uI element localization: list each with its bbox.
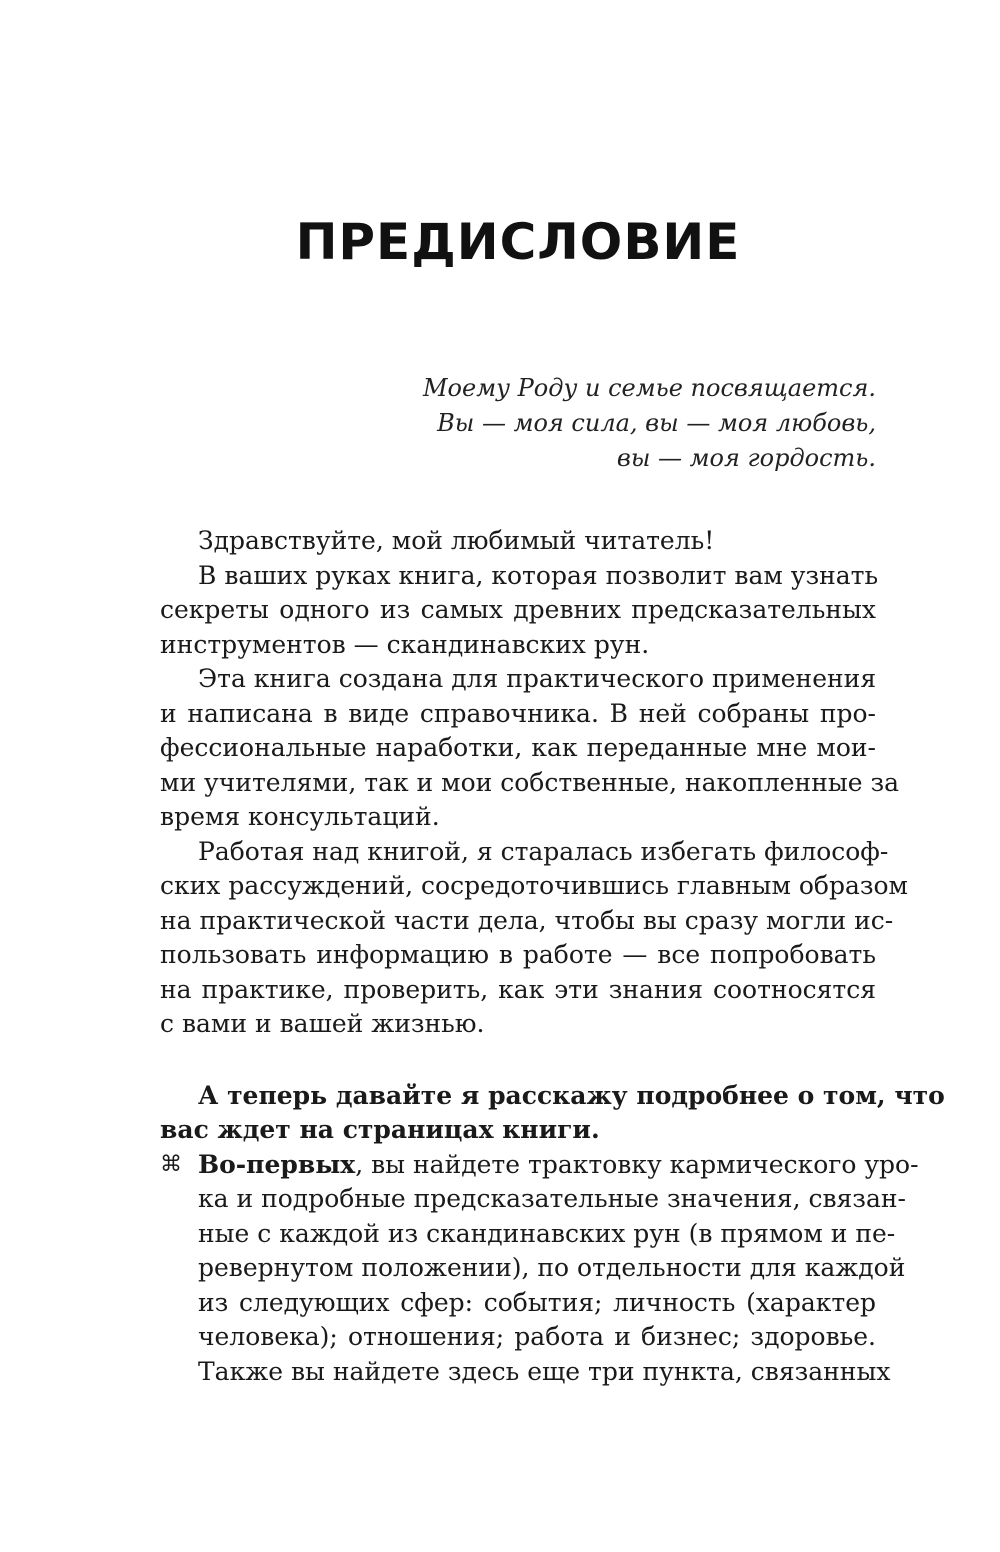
text-line	[160, 1148, 919, 1183]
text-line: А теперь давайте я расскажу подробнее о том, что	[198, 1080, 945, 1110]
text-line: Также вы найдете здесь еще три пункта, связанных	[198, 1356, 891, 1386]
text-line: и написана в виде справочника. В ней собраны про-	[160, 698, 876, 728]
text-line: человека); отношения; работа и бизнес; здоровье.	[198, 1322, 876, 1351]
book-page	[160, 0, 945, 1552]
text-line: вас ждет на страницах книги.	[160, 1115, 600, 1144]
text-line: на практике, проверить, как эти знания соотносятся	[160, 974, 876, 1004]
text-line: время консультаций.	[160, 802, 440, 831]
bullet-first-line-rest: , вы найдете трактовку кармического уро-	[355, 1149, 919, 1179]
text-line: пользовать информацию в работе — все попробовать	[160, 940, 876, 969]
text-line: ских рассуждений, сосредоточившись главным образом	[160, 871, 908, 900]
command-icon: ⌘	[160, 1151, 182, 1177]
bullet-lead: Во-первых	[198, 1149, 356, 1179]
text-line: ревернутом положении), по отдельности для каждой	[198, 1253, 906, 1282]
epigraph-line: вы — моя гордость.	[616, 444, 876, 472]
text-line: инструментов — скандинавских рун.	[160, 629, 650, 659]
paragraph-greeting	[160, 524, 876, 559]
epigraph	[423, 371, 876, 476]
text-line: ка и подробные предсказательные значения, связан-	[198, 1184, 906, 1213]
text-line: на практической части дела, чтобы вы сразу могли ис-	[160, 905, 894, 935]
text-line: фессиональные наработки, как переданные мне мои-	[160, 733, 876, 762]
text-line: секреты одного из самых древних предсказательных	[160, 595, 876, 624]
body-text	[160, 524, 945, 1389]
text-line: ми учителями, так и мои собственные, накопленные за	[160, 767, 900, 797]
chapter-title: ПРЕДИСЛОВИЕ	[295, 213, 741, 271]
text-line: Эта книга создана для практического применения	[198, 664, 877, 693]
text-line: Здравствуйте, мой любимый читатель!	[198, 526, 715, 555]
section-gap	[160, 1042, 876, 1079]
text-line: с вами и вашей жизнью.	[160, 1009, 485, 1038]
text-line: В ваших руках книга, которая позволит вам узнать	[198, 560, 879, 590]
text-line: из следующих сфер: события; личность (характер	[198, 1287, 876, 1317]
paragraph-purpose	[160, 662, 900, 835]
paragraph-intro	[160, 559, 879, 663]
paragraph-approach	[160, 835, 908, 1042]
paragraph-bold-intro	[160, 1079, 945, 1148]
epigraph-line: Моему Роду и семье посвящается.	[422, 374, 876, 402]
bullet-item	[160, 1148, 919, 1390]
text-line: ные с каждой из скандинавских рун (в прямом и пе-	[198, 1218, 896, 1248]
text-line: Работая над книгой, я старалась избегать философ-	[198, 836, 889, 866]
epigraph-line: Вы — моя сила, вы — моя любовь,	[437, 409, 876, 437]
